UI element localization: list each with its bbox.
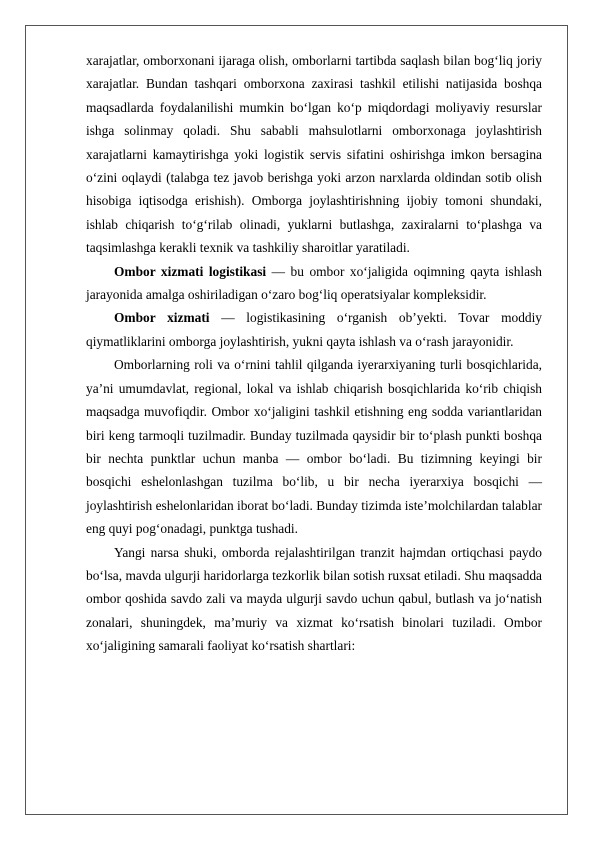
paragraph-text: — bu ombor xo‘jaligida oqimning qayta ishlash jarayonida amalga oshiriladigan o‘zaro bog‘liq operatsiyalar kompleksidir. — [86, 263, 542, 303]
paragraph-transit-sales — [86, 541, 542, 658]
term-bold: Ombor xizmati logistikasi — [114, 263, 267, 279]
paragraph-text: Yangi narsa shuki, omborda rejalashtirilgan tranzit hajmdan ortiqchasi paydo bo‘lsa, mavda ulgurji haridorlarga tezkorlik bilan sotish ruxsat etiladi. Shu maqsadda ombor qoshida savdo zali va mayda ulgurji savdo uchun qabul, butlash va jo‘natish zonalari, shuningdek, ma’muriy va xizmat ko‘rsatish binolari tuziladi. Ombor xo‘jaligining samarali faoliyat ko‘rsatish shartlari: — [86, 544, 542, 654]
document-body — [86, 49, 542, 658]
term-bold: Ombor xizmati — [114, 310, 210, 326]
paragraph-text: xarajatlar, omborxonani ijaraga olish, omborlarni tartibda saqlash bilan bog‘liq joriy xarajatlar. Bundan tashqari omborxona zaxirasi tashkil etilishi natijasida boshqa maqsadlarda foydalanilishi mumkin bo‘lgan ko‘p miqdordagi moliyaviy resurslar ishga solinmay qoladi. Shu sababli mahsulotlarni omborxonaga joylashtirish xarajatlarni kamaytirishga yoki logistik servis sifatini oshirishga imkon bersagina o‘zini oqlaydi (talabga tez javob berishga yoki arzon narxlarda oldindan sotib olish hisobiga iqtisodga erishish). Omborga joylashtirishning ijobiy tomoni shundaki, ishlab chiqarish to‘g‘rilab olinadi, yuklarni butlashga, zaxiralarni to‘plashga va taqsimlashga kerakli texnik va tashkiliy sharoitlar yaratiladi. — [86, 53, 542, 256]
paragraph-warehouse-costs — [86, 49, 542, 260]
paragraph-text: Omborlarning roli va o‘rnini tahlil qilganda iyerarxiyaning turli bosqichlarida, ya’ni umumdavlat, regional, lokal va ishlab chiqarish bosqichlarida ko‘rib chiqish maqsadga muvofiqdir. Ombor xo‘jaligini tashkil etishning eng sodda variantlaridan biri keng tarmoqli tuzilmadir. Bunday tuzilmada qaysidir bir to‘plash punkti boshqa bir nechta punktlar uchun manba — ombor bo‘ladi. Bu tizimning keyingi bir bosqichi eshelonlashgan tuzilma bo‘lib, u bir necha iyerarxiya bosqichi — joylashtirish eshelonlaridan iborat bo‘ladi. Bunday tizimda iste’molchilardan talablar eng quyi pog‘onadagi, punktga tushadi. — [86, 357, 542, 537]
paragraph-warehouse-logistics-definition — [86, 260, 542, 307]
paragraph-warehouse-hierarchy — [86, 353, 542, 540]
paragraph-warehouse-service-definition — [86, 306, 542, 353]
paragraph-text: — logistikasining o‘rganish ob’yekti. Tovar moddiy qiymatliklarini omborga joylashtirish, yukni qayta ishlash va o‘rash jarayonidir. — [86, 310, 542, 349]
